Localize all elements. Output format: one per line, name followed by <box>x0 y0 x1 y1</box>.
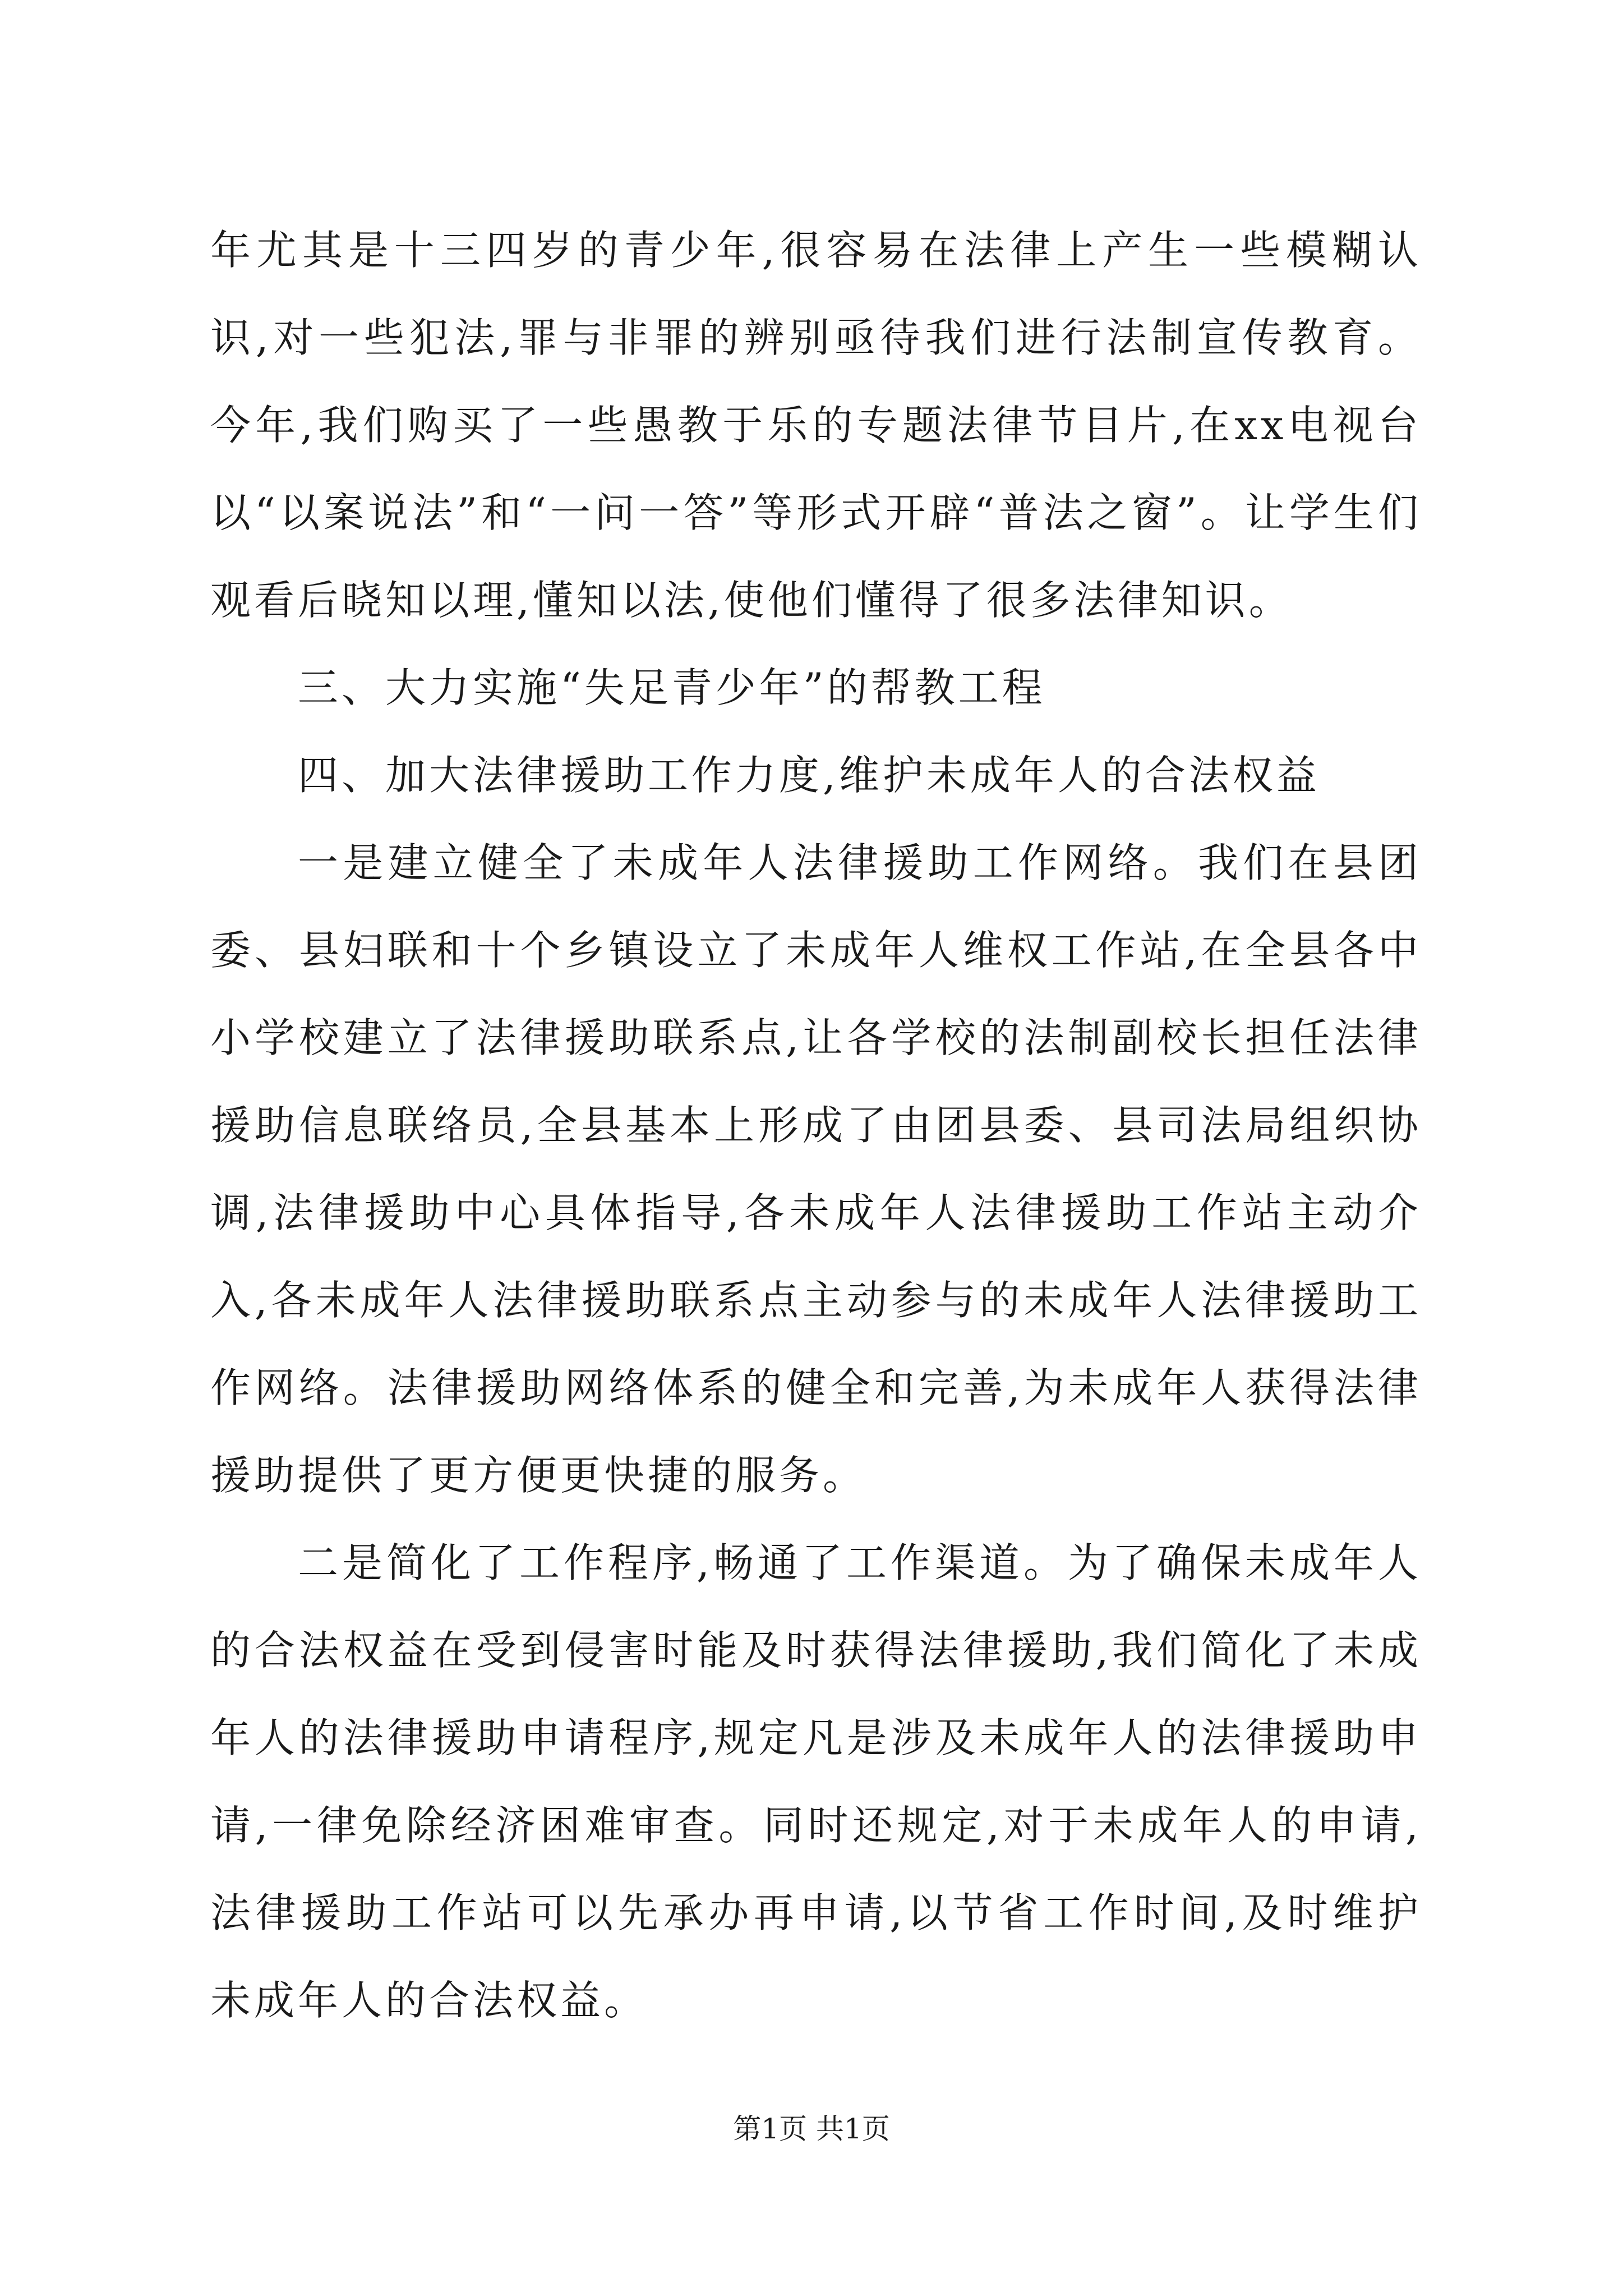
document-body <box>210 206 1422 2044</box>
paragraph-1: 年尤其是十三四岁的青少年,很容易在法律上产生一些模糊认识,对一些犯法,罪与非罪的辨别亟待我们进行法制宣传教育。今年,我们购买了一些愚教于乐的专题法律节目片,在xx电视台以“以案说法”和“一问一答”等形式开辟“普法之窗”。让学生们观看后晓知以理,懂知以法,使他们懂得了很多法律知识。 <box>210 227 1422 624</box>
heading-section-3: 三、大力实施“失足青少年”的帮教工程 <box>298 664 1046 711</box>
paragraph-procedure: 二是简化了工作程序,畅通了工作渠道。为了确保未成年人的合法权益在受到侵害时能及时获得法律援助,我们简化了未成年人的法律援助申请程序,规定凡是涉及未成年人的法律援助申请,一律免除经济困难审查。同时还规定,对于未成年人的申请,法律援助工作站可以先承办再申请,以节省工作时间,及时维护未成年人的合法权益。 <box>210 1539 1422 2024</box>
page-footer: 第1页 共1页 <box>733 2113 890 2145</box>
heading-section-4: 四、加大法律援助工作力度,维护未成年人的合法权益 <box>298 752 1320 799</box>
paragraph-network: 一是建立健全了未成年人法律援助工作网络。我们在县团委、县妇联和十个乡镇设立了未成年人维权工作站,在全县各中小学校建立了法律援助联系点,让各学校的法制副校长担任法律援助信息联络员,全县基本上形成了由团县委、县司法局组织协调,法律援助中心具体指导,各未成年人法律援助工作站主动介入,各未成年人法律援助联系点主动参与的未成年人法律援助工作网络。法律援助网络体系的健全和完善,为未成年人获得法律援助提供了更方便更快捷的服务。 <box>210 839 1422 1499</box>
